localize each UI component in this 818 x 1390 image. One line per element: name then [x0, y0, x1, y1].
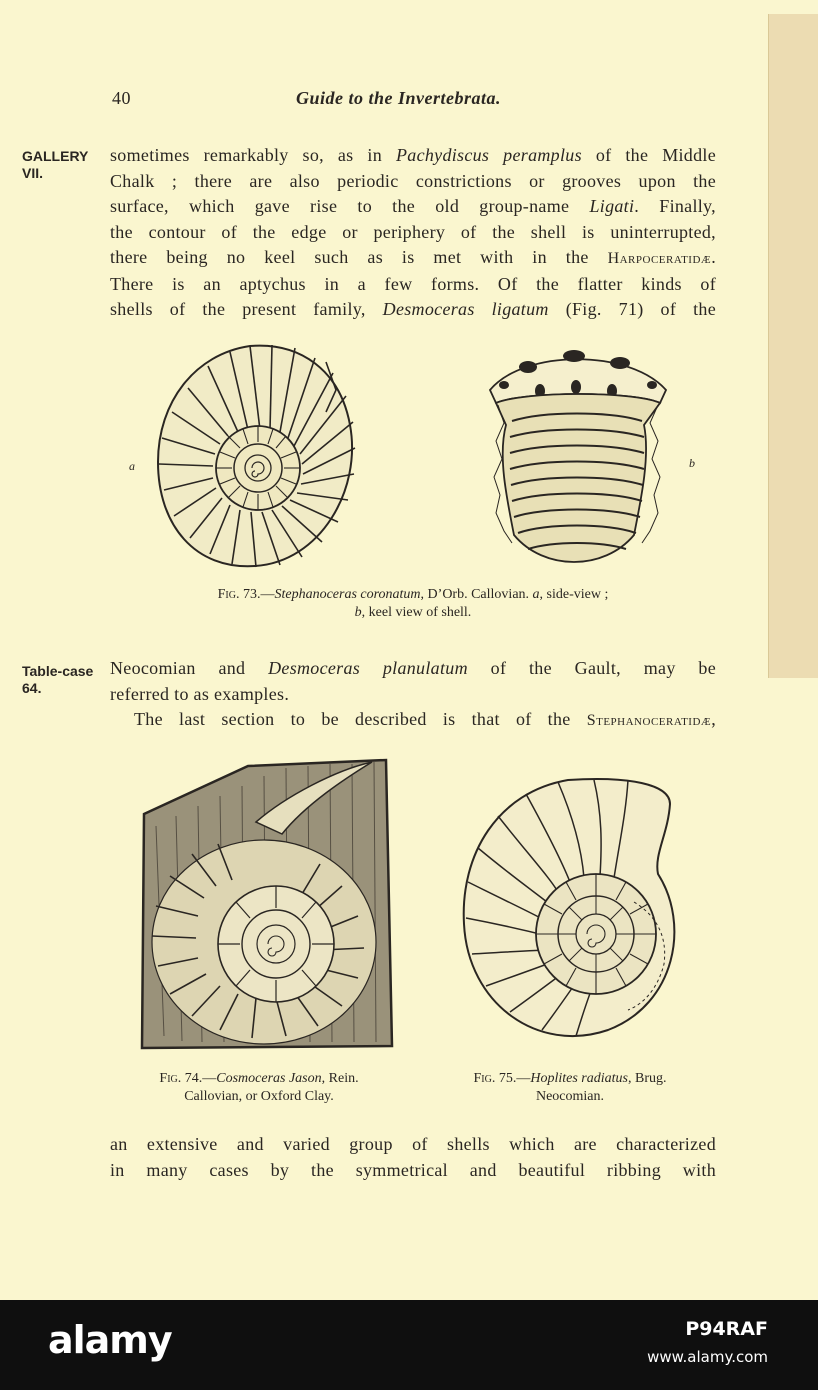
- text-line: referred to as examples.: [110, 683, 290, 704]
- paragraph-3: [134, 707, 716, 734]
- text-line: surface, which gave rise to the old group-name Ligati. Finally,: [110, 196, 716, 216]
- fig73-label-a: a: [129, 459, 135, 473]
- running-title: Guide to the Invertebrata.: [296, 88, 501, 108]
- alamy-logo: alamy: [48, 1318, 172, 1362]
- page-number: 40: [112, 88, 131, 108]
- fig73a-ammonite-side-view: [150, 340, 362, 572]
- text-line: in many cases by the symmetrical and beautiful ribbing with: [110, 1159, 716, 1180]
- paragraph-4: [110, 1132, 716, 1183]
- fig73b-ammonite-keel-view: [484, 345, 670, 573]
- margin-note-table-case: Table-case 64.: [22, 663, 94, 696]
- margin-note-gallery: GALLERY VII.: [22, 148, 89, 181]
- text-line: sometimes remarkably so, as in Pachydiscus peramplus of the Middle: [110, 145, 716, 165]
- text-line: the contour of the edge or periphery of the shell is uninterrupted,: [110, 221, 716, 242]
- text-line: Chalk ; there are also periodic constrictions or grooves upon the: [110, 170, 716, 191]
- paragraph-2: [110, 656, 716, 707]
- text-line: an extensive and varied group of shells which are characterized: [110, 1134, 716, 1154]
- text-line: there being no keel such as is met with in the Harpoceratidæ.: [110, 247, 716, 267]
- paragraph-1: [110, 143, 716, 323]
- text-line: Neocomian and Desmoceras planulatum of the Gault, may be: [110, 658, 716, 678]
- text-line: The last section to be described is that of the Stephanoceratidæ,: [134, 709, 716, 729]
- image-code: P94RAF: [685, 1318, 768, 1340]
- watermark-url: www.alamy.com: [647, 1348, 768, 1366]
- fig74-cosmoceras-slab: [136, 756, 396, 1056]
- fig73-caption: Fig. 73.—Stephanoceras coronatum, D’Orb. Callovian. a, side-view ; b, keel view of shell.: [217, 587, 609, 620]
- text-line: There is an aptychus in a few forms. Of the flatter kinds of: [110, 273, 716, 294]
- text-line: shells of the present family, Desmoceras ligatum (Fig. 71) of the: [110, 299, 716, 319]
- fig75-caption: Fig. 75.—Hoplites radiatus, Brug. Neocomian.: [473, 1071, 667, 1104]
- fig73-label-b: b: [689, 456, 695, 470]
- fig74-caption: Fig. 74.—Cosmoceras Jason, Rein. Callovian, or Oxford Clay.: [159, 1071, 359, 1104]
- fig75-hoplites-ammonite: [458, 774, 690, 1040]
- adjacent-page-edge: [768, 14, 818, 678]
